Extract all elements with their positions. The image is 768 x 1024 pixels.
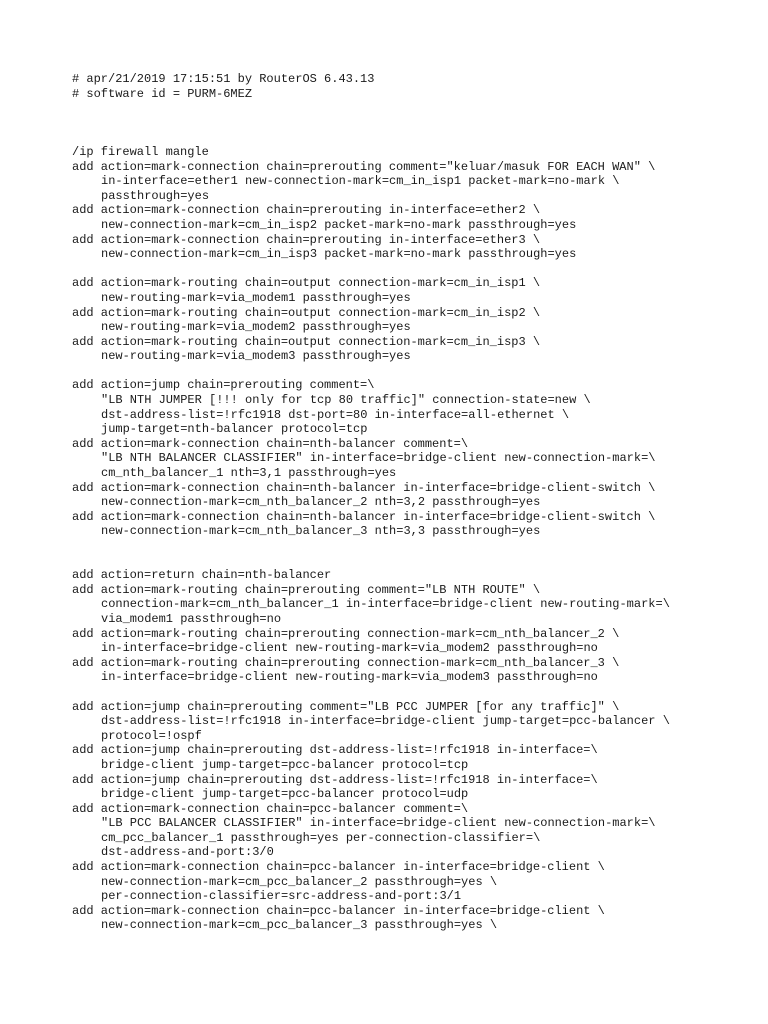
command-line: add action=jump chain=prerouting dst-address-list=!rfc1918 in-interface=\ bbox=[72, 772, 598, 787]
command-line: add action=mark-connection chain=nth-balancer comment=\ bbox=[72, 436, 469, 451]
continuation-line: connection-mark=cm_nth_balancer_1 in-interface=bridge-client new-routing-mark=\ bbox=[101, 597, 670, 612]
command-line: add action=mark-routing chain=prerouting comment="LB NTH ROUTE" \ bbox=[72, 582, 541, 597]
command-line: add action=mark-routing chain=output connection-mark=cm_in_isp1 \ bbox=[72, 276, 541, 291]
command-line: add action=mark-connection chain=pcc-balancer comment=\ bbox=[72, 801, 469, 816]
continuation-line: new-connection-mark=cm_in_isp3 packet-mark=no-mark passthrough=yes bbox=[101, 247, 577, 262]
continuation-line: jump-target=nth-balancer protocol=tcp bbox=[101, 422, 368, 437]
blank-line bbox=[72, 685, 752, 700]
continuation-line: new-connection-mark=cm_pcc_balancer_3 passthrough=yes \ bbox=[101, 918, 498, 933]
continuation-line: new-connection-mark=cm_pcc_balancer_2 passthrough=yes \ bbox=[101, 874, 498, 889]
blank-line bbox=[72, 554, 752, 569]
continuation-line: bridge-client jump-target=pcc-balancer protocol=udp bbox=[101, 787, 469, 802]
section-title: /ip firewall mangle bbox=[72, 144, 209, 159]
command-line: add action=mark-connection chain=nth-balancer in-interface=bridge-client-switch \ bbox=[72, 480, 656, 495]
continuation-line: dst-address-list=!rfc1918 in-interface=bridge-client jump-target=pcc-balancer \ bbox=[101, 714, 670, 729]
config-lines bbox=[72, 160, 752, 933]
continuation-line: per-connection-classifier=src-address-and-port:3/1 bbox=[101, 889, 462, 904]
continuation-line: new-connection-mark=cm_in_isp2 packet-mark=no-mark passthrough=yes bbox=[101, 217, 577, 232]
command-line: add action=mark-routing chain=prerouting connection-mark=cm_nth_balancer_2 \ bbox=[72, 626, 620, 641]
continuation-line: new-connection-mark=cm_nth_balancer_2 nth=3,2 passthrough=yes bbox=[101, 495, 541, 510]
command-line: add action=jump chain=prerouting comment="LB PCC JUMPER [for any traffic]" \ bbox=[72, 699, 620, 714]
blank-line bbox=[72, 262, 752, 277]
blank-line bbox=[72, 101, 752, 116]
command-line: add action=mark-connection chain=prerouting comment="keluar/masuk FOR EACH WAN" \ bbox=[72, 159, 656, 174]
command-line: add action=jump chain=prerouting dst-address-list=!rfc1918 in-interface=\ bbox=[72, 743, 598, 758]
blank-line bbox=[72, 539, 752, 554]
command-line: add action=mark-routing chain=prerouting connection-mark=cm_nth_balancer_3 \ bbox=[72, 655, 620, 670]
continuation-line: new-connection-mark=cm_nth_balancer_3 nth=3,3 passthrough=yes bbox=[101, 524, 541, 539]
continuation-line: dst-address-list=!rfc1918 dst-port=80 in-interface=all-ethernet \ bbox=[101, 407, 570, 422]
command-line: add action=mark-connection chain=prerouting in-interface=ether2 \ bbox=[72, 203, 541, 218]
command-line: add action=return chain=nth-balancer bbox=[72, 568, 332, 583]
command-line: add action=mark-connection chain=pcc-balancer in-interface=bridge-client \ bbox=[72, 903, 605, 918]
continuation-line: passthrough=yes bbox=[101, 188, 210, 203]
header-line-date: # apr/21/2019 17:15:51 by RouterOS 6.43.13 bbox=[72, 72, 375, 86]
continuation-line: protocol=!ospf bbox=[101, 728, 202, 743]
config-text bbox=[72, 72, 752, 933]
header-line-software-id: # software id = PURM-6MEZ bbox=[72, 86, 253, 101]
continuation-line: cm_nth_balancer_1 nth=3,1 passthrough=yes bbox=[101, 466, 397, 481]
command-line: add action=mark-routing chain=output connection-mark=cm_in_isp2 \ bbox=[72, 305, 541, 320]
continuation-line: "LB PCC BALANCER CLASSIFIER" in-interface=bridge-client new-connection-mark=\ bbox=[101, 816, 656, 831]
continuation-line: in-interface=bridge-client new-routing-mark=via_modem3 passthrough=no bbox=[101, 670, 598, 685]
command-line: add action=mark-connection chain=prerouting in-interface=ether3 \ bbox=[72, 232, 541, 247]
continuation-line: bridge-client jump-target=pcc-balancer protocol=tcp bbox=[101, 757, 469, 772]
continuation-line: cm_pcc_balancer_1 passthrough=yes per-connection-classifier=\ bbox=[101, 830, 541, 845]
continuation-line: new-routing-mark=via_modem2 passthrough=yes bbox=[101, 320, 411, 335]
blank-line bbox=[72, 130, 752, 145]
command-line: add action=jump chain=prerouting comment=\ bbox=[72, 378, 375, 393]
continuation-line: "LB NTH BALANCER CLASSIFIER" in-interface=bridge-client new-connection-mark=\ bbox=[101, 451, 656, 466]
blank-line bbox=[72, 364, 752, 379]
continuation-line: new-routing-mark=via_modem3 passthrough=yes bbox=[101, 349, 411, 364]
command-line: add action=mark-connection chain=nth-balancer in-interface=bridge-client-switch \ bbox=[72, 509, 656, 524]
continuation-line: new-routing-mark=via_modem1 passthrough=yes bbox=[101, 290, 411, 305]
continuation-line: in-interface=ether1 new-connection-mark=cm_in_isp1 packet-mark=no-mark \ bbox=[101, 174, 620, 189]
blank-line bbox=[72, 116, 752, 131]
continuation-line: via_modem1 passthrough=no bbox=[101, 611, 282, 626]
continuation-line: in-interface=bridge-client new-routing-mark=via_modem2 passthrough=no bbox=[101, 641, 598, 656]
command-line: add action=mark-routing chain=output connection-mark=cm_in_isp3 \ bbox=[72, 334, 541, 349]
continuation-line: dst-address-and-port:3/0 bbox=[101, 845, 274, 860]
command-line: add action=mark-connection chain=pcc-balancer in-interface=bridge-client \ bbox=[72, 860, 605, 875]
continuation-line: "LB NTH JUMPER [!!! only for tcp 80 traffic]" connection-state=new \ bbox=[101, 393, 591, 408]
